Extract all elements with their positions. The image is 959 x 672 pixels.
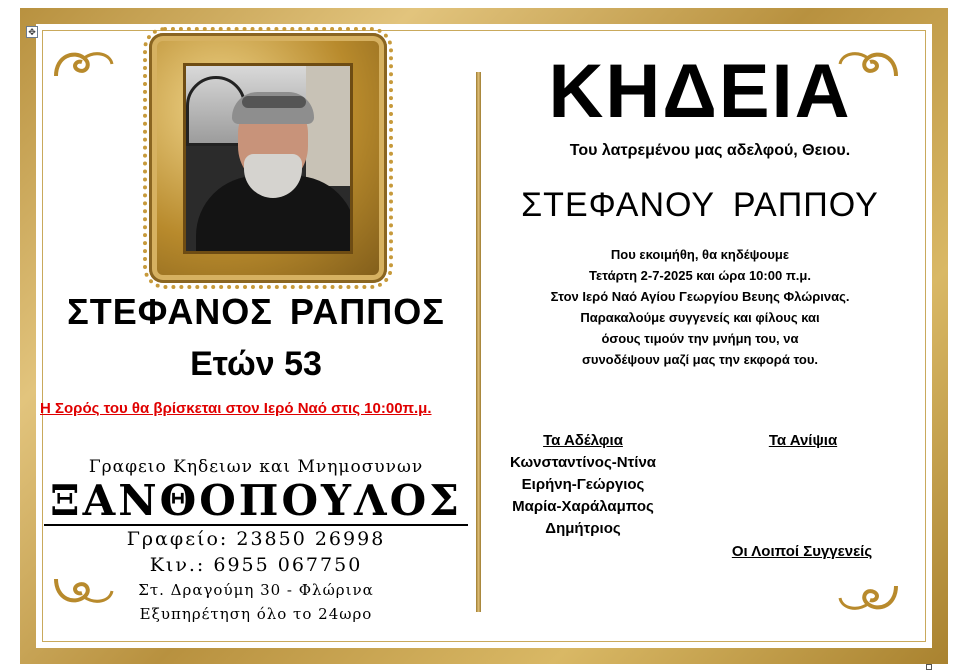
ornate-photo-frame bbox=[149, 33, 387, 283]
intro-line: Του λατρεμένου μας αδελφού, Θειου. bbox=[569, 142, 851, 159]
announcement-line: όσους τιμούν την μνήμη του, να bbox=[601, 331, 799, 346]
office-mobile: Κιν.: 6955 067750 bbox=[149, 554, 363, 576]
sibling-item: Ειρήνη-Γεώργιος bbox=[521, 476, 645, 493]
flourish-top-left-icon bbox=[52, 46, 116, 80]
sibling-item: Μαρία-Χαράλαμπος bbox=[512, 498, 654, 515]
funeral-office-block bbox=[40, 456, 472, 626]
sibling-item: Κωνσταντίνος-Ντίνα bbox=[509, 454, 657, 471]
announcement bbox=[490, 244, 910, 370]
sibling-item: Δημήτριος bbox=[545, 520, 621, 537]
announcement-line: Στον Ιερό Ναό Αγίου Γεωργίου Βευης Φλώρινας. bbox=[550, 289, 850, 304]
deceased-name-genitive: ΣΤΕΦΑΝΟΥ ΡΑΠΠΟΥ bbox=[521, 186, 879, 224]
coffin-notice: Η Σορός του θα βρίσκεται στον Ιερό Ναό στις 10:00π.μ. bbox=[40, 400, 432, 417]
resize-handle[interactable] bbox=[926, 664, 932, 670]
nephews-heading: Τα Ανίψια bbox=[768, 432, 838, 449]
portrait-photo bbox=[183, 63, 353, 254]
office-title: Γραφειο Κηδειων και Μνημοσυνων bbox=[88, 457, 424, 477]
gold-divider bbox=[476, 72, 481, 612]
announcement-line: Που εκοιμήθη, θα κηδέψουμε bbox=[610, 247, 790, 262]
deceased-age: Ετών 53 bbox=[190, 345, 322, 383]
siblings-heading: Τα Αδέλφια bbox=[543, 432, 623, 449]
office-address: Στ. Δραγούμη 30 - Φλώρινα bbox=[138, 581, 374, 599]
flourish-bottom-right-icon bbox=[836, 582, 900, 616]
office-service: Εξυπηρέτηση όλο το 24ωρο bbox=[139, 605, 373, 623]
move-anchor-icon[interactable]: ✥ bbox=[26, 26, 38, 38]
other-relatives: Οι Λοιποί Συγγενείς bbox=[731, 543, 873, 560]
announcement-line: Τετάρτη 2-7-2025 και ώρα 10:00 π.μ. bbox=[589, 268, 811, 283]
office-brand: ΞΑΝΘΟΠΟΥΛΟΣ bbox=[44, 478, 468, 526]
funeral-heading: ΚΗΔΕΙΑ bbox=[548, 49, 852, 134]
announcement-line: συνοδέψουν μαζί μας την εκφορά του. bbox=[581, 352, 818, 367]
deceased-name: ΣΤΕΦΑΝΟΣ ΡΑΠΠΟΣ bbox=[67, 291, 445, 332]
office-phone: Γραφείο: 23850 26998 bbox=[126, 528, 386, 550]
siblings-list bbox=[490, 430, 676, 540]
announcement-line: Παρακαλούμε συγγενείς και φίλους και bbox=[580, 310, 820, 325]
nephews-list bbox=[728, 430, 878, 452]
